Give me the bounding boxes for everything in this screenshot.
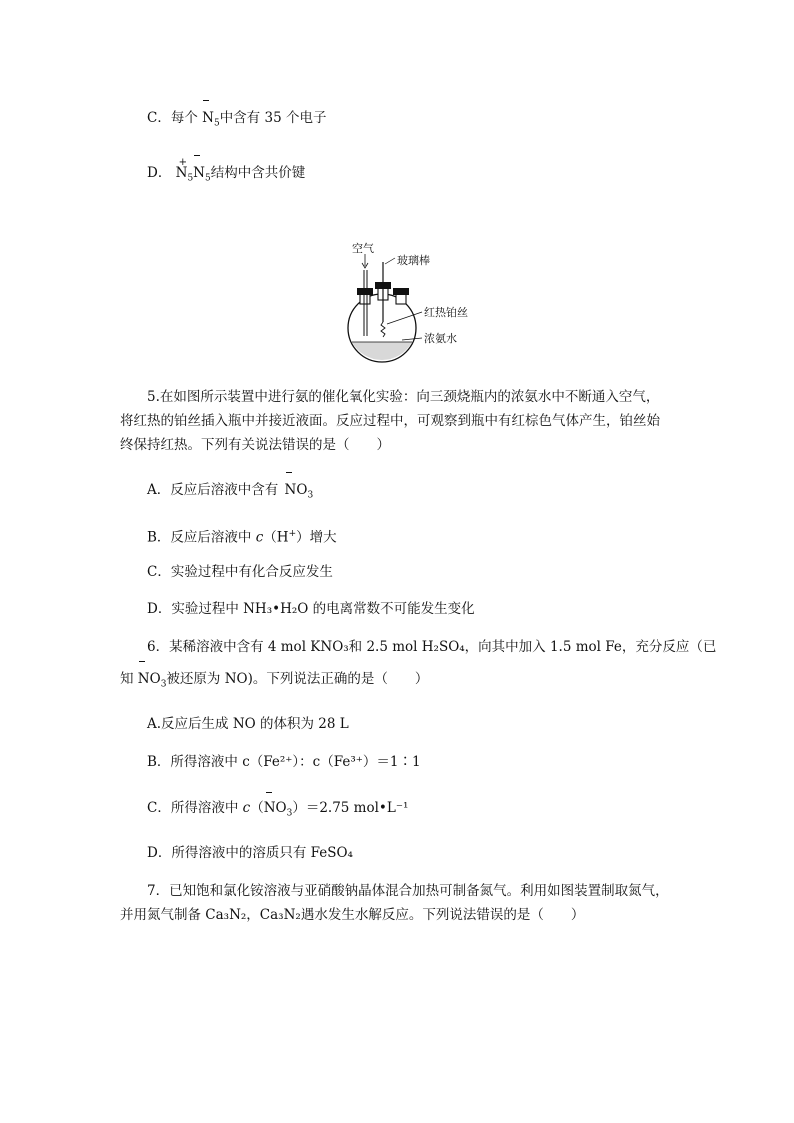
- q6-option-d: D．所得溶液中的溶质只有 FeSO₄: [147, 845, 353, 861]
- q7-stem-line2: 并用氮气制备 Ca₃N₂，Ca₃N₂遇水发生水解反应。下列说法错误的是（ ）: [120, 907, 585, 923]
- formula-nitrate: （$NO_3$: [250, 800, 292, 816]
- option-d-prev: [147, 157, 306, 189]
- option-text-rest: ）增大: [296, 529, 337, 546]
- formula-h: （H: [263, 529, 289, 546]
- label-ammonia-water: 浓氨水: [424, 332, 457, 345]
- concentration-symbol: c: [255, 529, 264, 546]
- label-air: 空气: [352, 242, 374, 255]
- option-label: C．每个: [147, 110, 198, 126]
- q6-option-b: B．所得溶液中 c（Fe²⁺）：c（Fe³⁺）＝1∶1: [147, 754, 421, 770]
- q5-stem-line2: 将红热的铂丝插入瓶中并接近液面。反应过程中，可观察到瓶中有红棕色气体产生，铂丝始: [120, 413, 660, 429]
- q5-option-b: [147, 524, 337, 548]
- q6-option-c: [147, 798, 408, 824]
- q5-option-a: [147, 480, 313, 506]
- option-text: 结构中含共价键: [210, 165, 306, 181]
- q5-stem-line3: 终保持红热。下列有关说法错误的是（ ）: [120, 437, 390, 453]
- option-c-prev: [147, 108, 326, 134]
- label-red-hot-platinum: 红热铂丝: [424, 306, 468, 319]
- option-text: C．所得溶液中: [147, 800, 239, 816]
- q5-option-c: C．实验过程中有化合反应发生: [147, 564, 333, 580]
- option-label: D．: [147, 165, 172, 181]
- charge-plus: +: [288, 529, 297, 539]
- label-glass-rod: 玻璃棒: [397, 254, 430, 267]
- stem-text: 知: [120, 671, 134, 687]
- three-neck-flask-figure: [340, 240, 470, 368]
- formula-n5-anion: $N_5$: [193, 163, 211, 189]
- formula-n5-anion: $N_5$: [202, 108, 220, 134]
- q6-stem-line2: [120, 669, 428, 695]
- stem-text-rest: 被还原为 NO)。下列说法正确的是（ ）: [166, 671, 429, 687]
- q5-stem-line1: 5.在如图所示装置中进行氨的催化氧化实验：向三颈烧瓶内的浓氨水中不断通入空气，: [147, 389, 660, 405]
- q5-option-d: D．实验过程中 NH₃•H₂O 的电离常数不可能发生变化: [147, 601, 475, 617]
- concentration-symbol: c: [242, 800, 251, 816]
- q6-stem-line1: 6．某稀溶液中含有 4 mol KNO₃和 2.5 mol H₂SO₄，向其中加入 1.5 mol Fe，充分反应（已: [147, 639, 717, 655]
- option-text: B．反应后溶液中: [147, 529, 252, 546]
- q6-option-a: A.反应后生成 NO 的体积为 28 L: [147, 716, 349, 732]
- formula-nitrate: $NO_3$: [138, 669, 167, 695]
- option-text: 中含有 35 个电子: [219, 110, 327, 126]
- option-text: A．反应后溶液中含有: [147, 482, 279, 498]
- option-text-rest: ）＝2.75 mol•L⁻¹: [292, 800, 409, 816]
- q7-stem-line1: 7．已知饱和氯化铵溶液与亚硝酸钠晶体混合加热可制备氮气。利用如图装置制取氮气，: [147, 883, 669, 899]
- formula-n5-cation: + $N_5$: [175, 157, 194, 184]
- formula-nitrate: $NO_3$: [285, 480, 314, 506]
